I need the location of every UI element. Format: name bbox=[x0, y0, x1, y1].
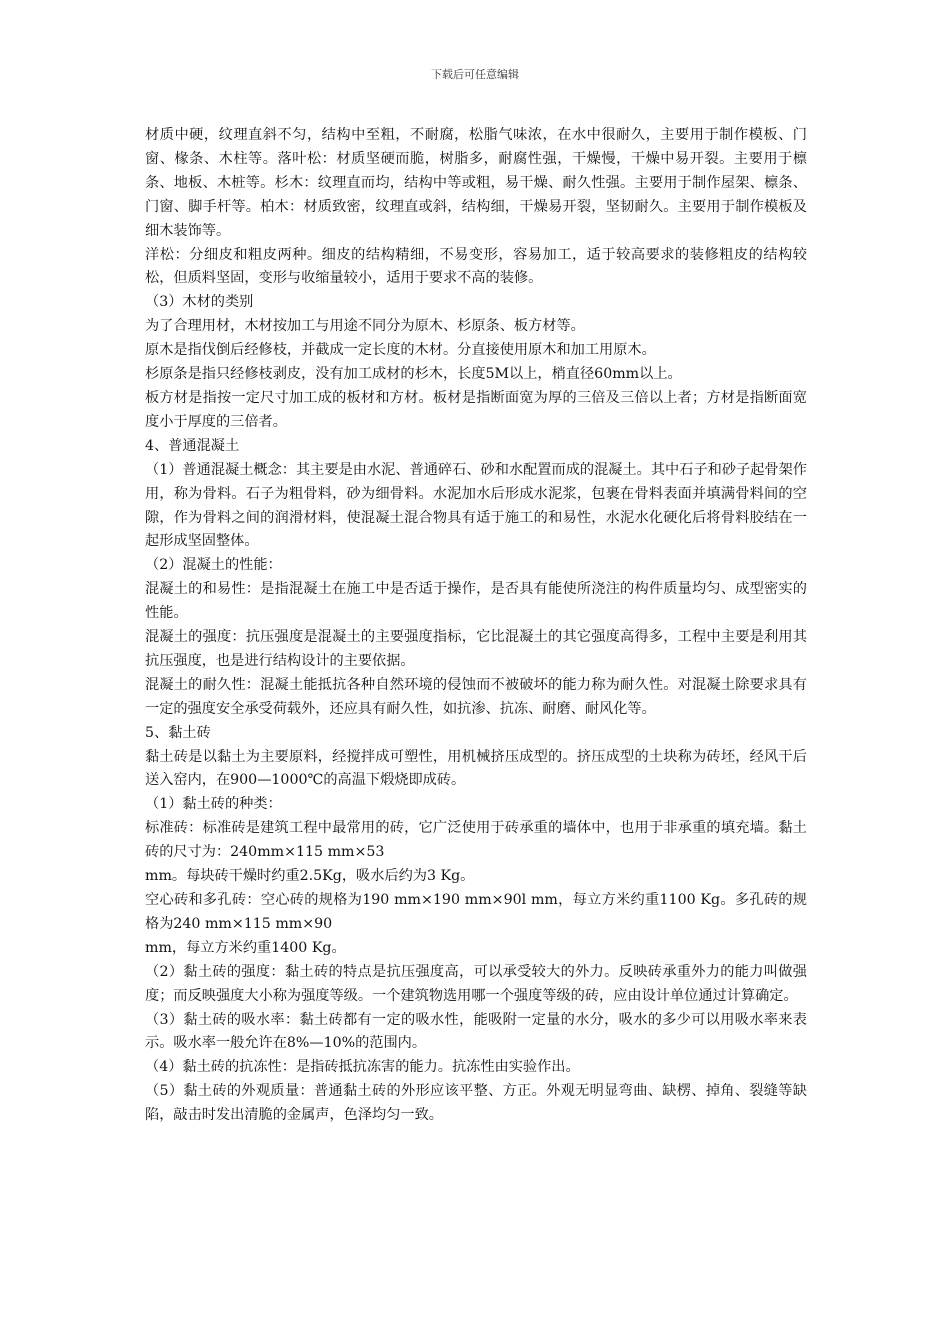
paragraph: 混凝土的和易性：是指混凝土在施工中是否适于操作，是否具有能使所浇注的构件质量均匀、成型密实的性能。 bbox=[145, 581, 807, 622]
paragraph: （1）普通混凝土概念：其主要是由水泥、普通碎石、砂和水配置而成的混凝土。其中石子和砂子起骨架作用，称为骨料。石子为粗骨料，砂为细骨料。水泥加水后形成水泥浆，包裹在骨料表面并填满骨料间的空隙，作为骨料之间的润滑材料，使混凝土混合物具有适于施工的和易性，水泥水化硬化后将骨料胶结在一起形成坚固整体。 bbox=[145, 461, 807, 550]
paragraph: （3）黏土砖的吸水率：黏土砖都有一定的吸水性，能吸附一定量的水分，吸水的多少可以用吸水率来表示。吸水率一般允许在8%—10%的范围内。 bbox=[145, 1011, 807, 1052]
paragraph: （4）黏土砖的抗冻性：是指砖抵抗冻害的能力。抗冻性由实验作出。 bbox=[145, 1059, 580, 1076]
subheading: （3）木材的类别 bbox=[145, 294, 254, 311]
paragraph: （2）黏土砖的强度：黏土砖的特点是抗压强度高，可以承受较大的外力。反映砖承重外力的能力叫做强度；而反映强度大小称为强度等级。一个建筑物选用哪一个强度等级的砖，应由设计单位通过计算确定。 bbox=[145, 963, 807, 1004]
paragraph: mm，每立方米约重1400 Kg。 bbox=[145, 939, 346, 956]
paragraph: 原木是指伐倒后经修枝，并截成一定长度的木材。分直接使用原木和加工用原木。 bbox=[145, 342, 656, 359]
paragraph: 混凝土的强度：抗压强度是混凝土的主要强度指标，它比混凝土的其它强度高得多，工程中主要是利用其抗压强度，也是进行结构设计的主要依据。 bbox=[145, 629, 807, 669]
section-heading: 4、普通混凝土 bbox=[145, 437, 240, 454]
paragraph: 洋松：分细皮和粗皮两种。细皮的结构精细，不易变形，容易加工，适于较高要求的装修粗皮的结构较松，但质料坚固，变形与收缩量较小，适用于要求不高的装修。 bbox=[145, 246, 807, 287]
paragraph: （5）黏土砖的外观质量：普通黏土砖的外形应该平整、方正。外观无明显弯曲、缺楞、掉角、裂缝等缺陷，敲击时发出清脆的金属声，色泽均匀一致。 bbox=[145, 1083, 807, 1124]
paragraph: 黏土砖是以黏土为主要原料，经搅拌成可塑性，用机械挤压成型的。挤压成型的土块称为砖坯，经风干后送入窑内，在900—1000℃的高温下煅烧即成砖。 bbox=[145, 748, 807, 789]
subheading: （1）黏土砖的种类： bbox=[145, 796, 282, 813]
document-body bbox=[145, 124, 807, 1128]
paragraph: 杉原条是指只经修枝剥皮，没有加工成材的杉木，长度5M以上，梢直径60mm以上。 bbox=[145, 366, 682, 383]
section-heading: 5、黏土砖 bbox=[145, 724, 211, 741]
paragraph: mm。每块砖干燥时约重2.5Kg，吸水后约为3 Kg。 bbox=[145, 868, 475, 885]
paragraph: 为了合理用材，木材按加工与用途不同分为原木、杉原条、板方材等。 bbox=[145, 318, 585, 335]
paragraph: 材质中硬，纹理直斜不匀，结构中至粗，不耐腐，松脂气味浓，在水中很耐久，主要用于制作模板、门窗、椽条、木柱等。落叶松：材质坚硬而脆，树脂多，耐腐性强，干燥慢，干燥中易开裂。主要用于檩条、地板、木桩等。杉木：纹理直而均，结构中等或粗，易干燥、耐久性强。主要用于制作屋架、檩条、门窗、脚手杆等。柏木：材质致密，纹理直或斜，结构细，干燥易开裂，坚韧耐久。主要用于制作模板及细木装饰等。 bbox=[145, 127, 807, 239]
paragraph: 空心砖和多孔砖：空心砖的规格为190 mm×190 mm×90l mm，每立方米约重1100 Kg。多孔砖的规格为240 mm×115 mm×90 bbox=[145, 892, 807, 932]
paragraph: 标准砖：标准砖是建筑工程中最常用的砖，它广泛使用于砖承重的墙体中，也用于非承重的填充墙。黏土砖的尺寸为：240mm×115 mm×53 bbox=[145, 820, 807, 861]
paragraph: 板方材是指按一定尺寸加工成的板材和方材。板材是指断面宽为厚的三倍及三倍以上者；方材是指断面宽度小于厚度的三倍者。 bbox=[145, 389, 807, 430]
page-header: 下载后可任意编辑 bbox=[431, 68, 519, 81]
paragraph: 混凝土的耐久性：混凝土能抵抗各种自然环境的侵蚀而不被破坏的能力称为耐久性。对混凝土除要求具有一定的强度安全承受荷载外，还应具有耐久性，如抗渗、抗冻、耐磨、耐风化等。 bbox=[145, 676, 807, 717]
subheading: （2）混凝土的性能： bbox=[145, 557, 282, 574]
